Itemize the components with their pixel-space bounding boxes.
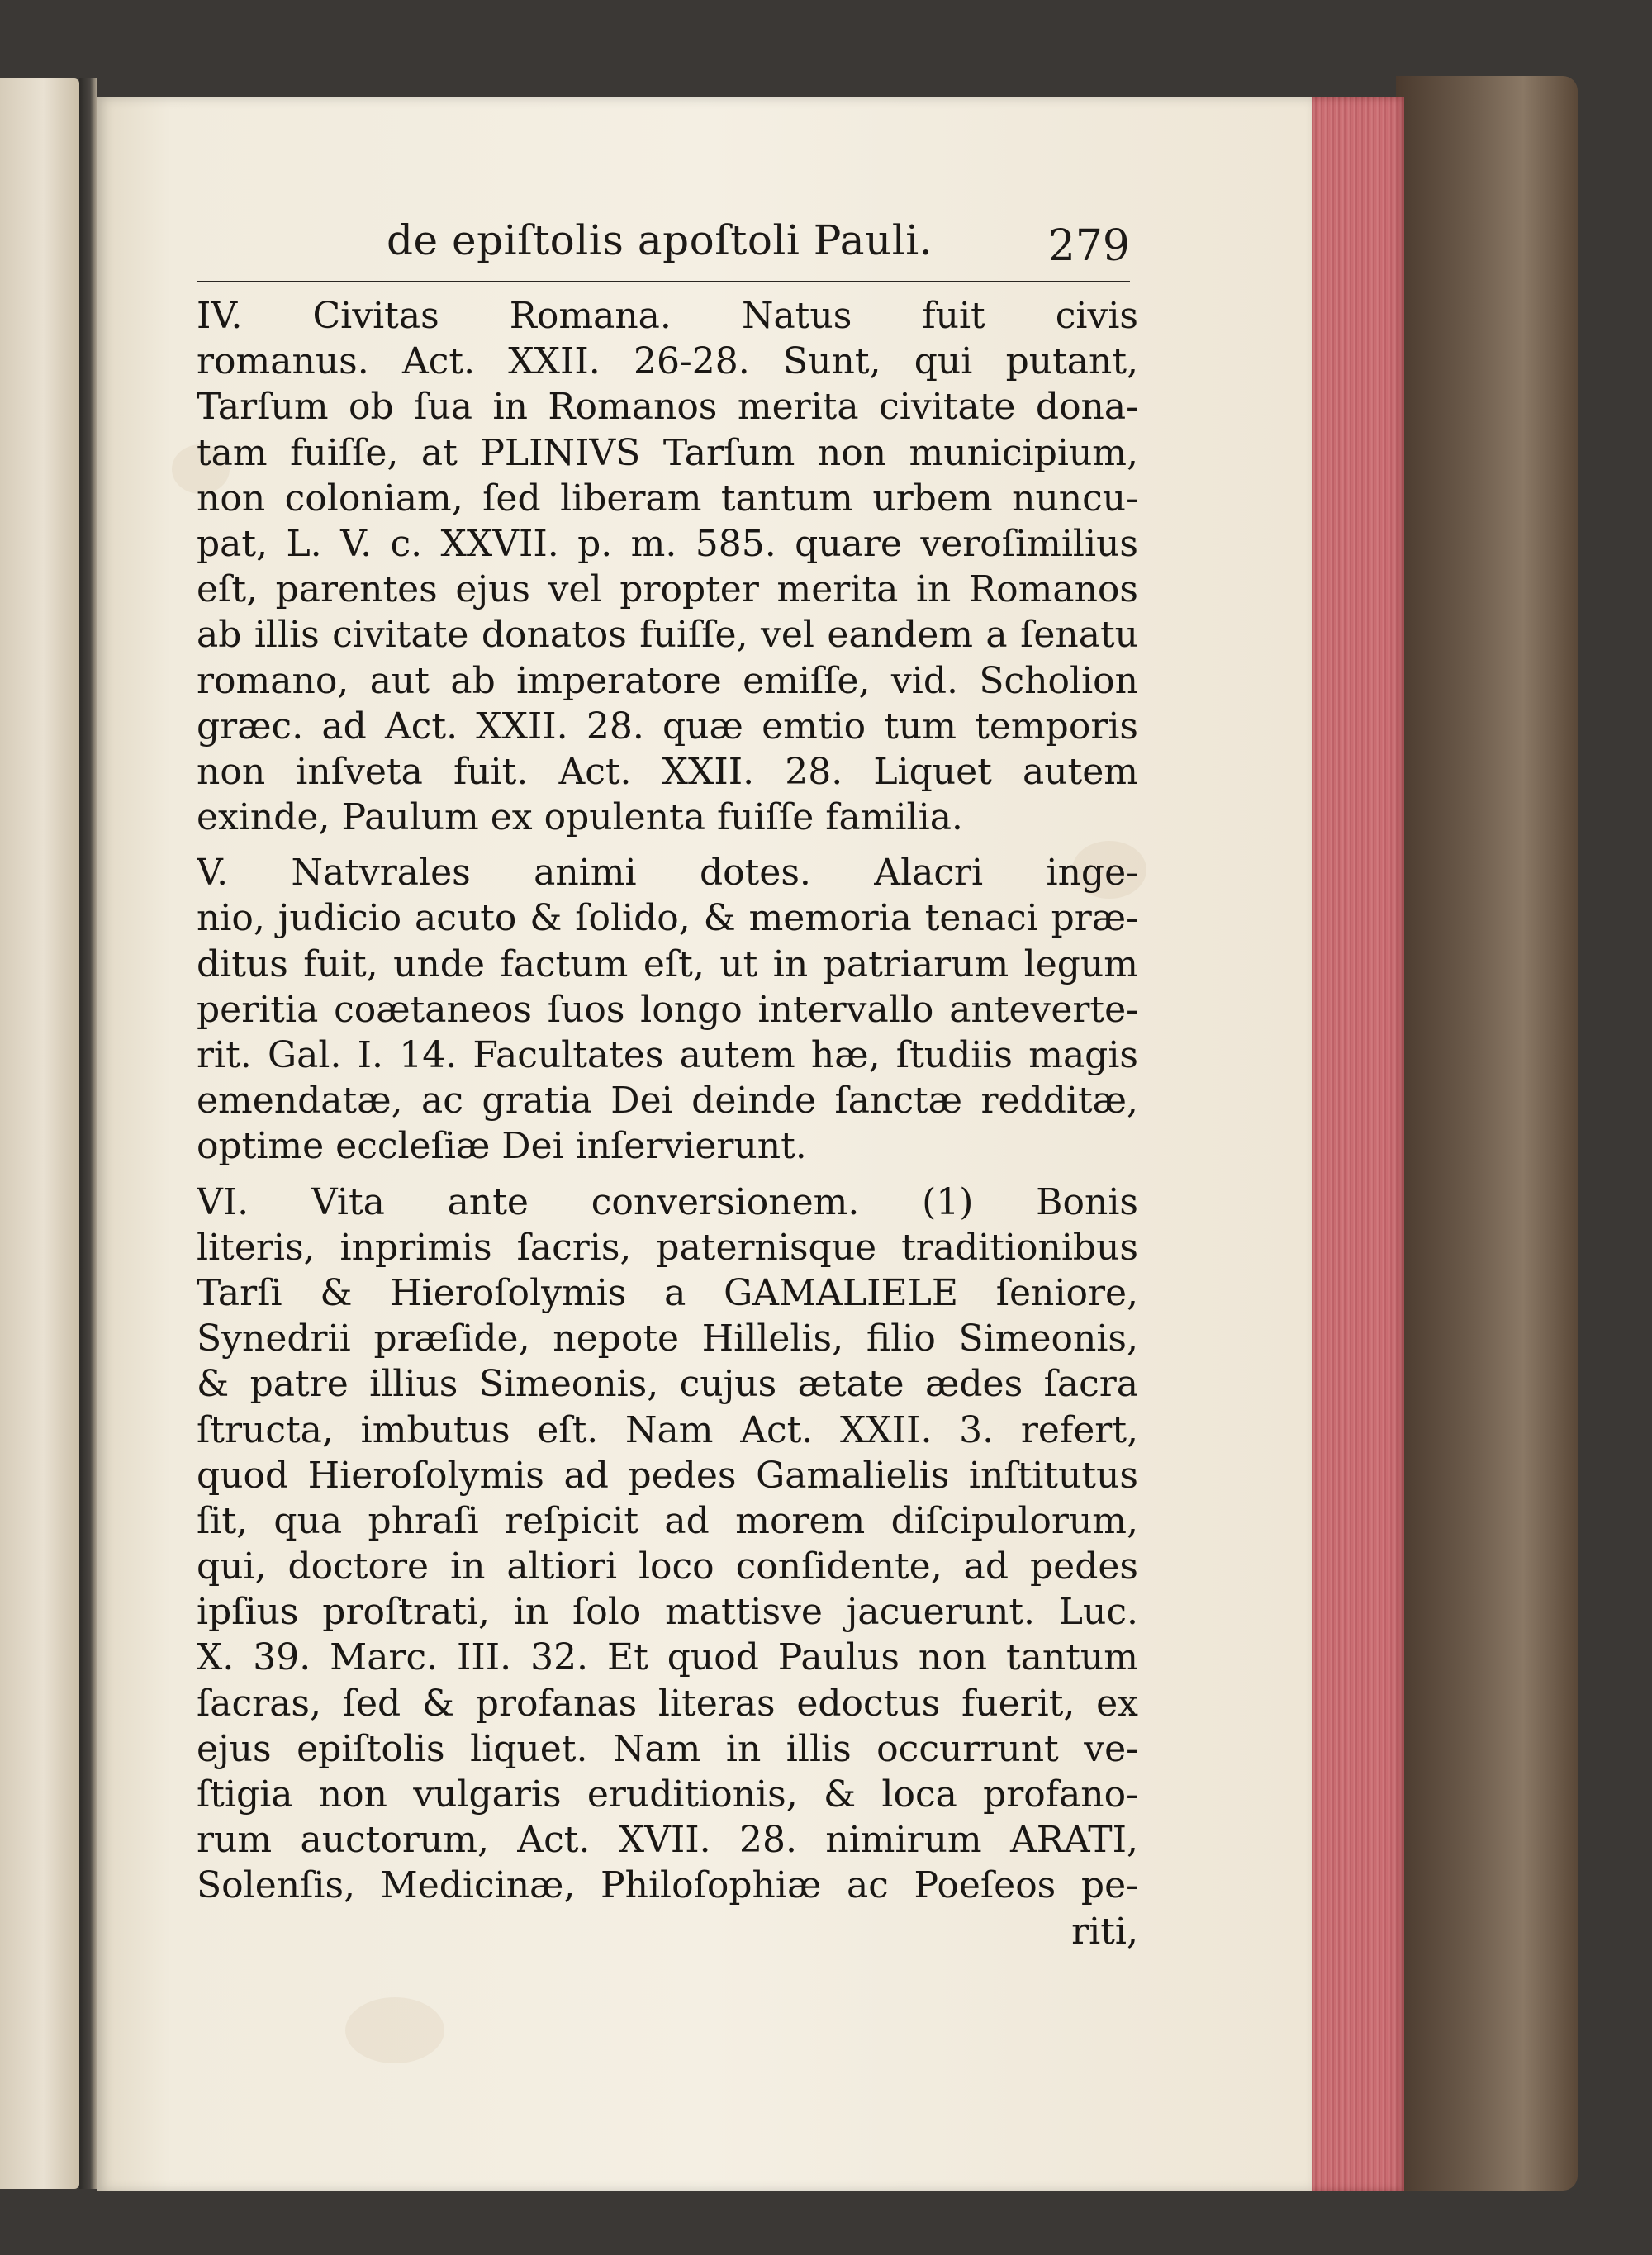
section-v	[197, 850, 1138, 1169]
text-line: ab illis civitate donatos fuiſſe, vel eandem a ſenatu	[197, 614, 1138, 657]
text-line: ſtructa, imbutus eſt. Nam Act. XXII. 3. refert,	[197, 1408, 1138, 1451]
header-rule	[197, 281, 1130, 282]
text-line: emendatæ, ac gratia Dei deinde ſanctæ redditæ,	[197, 1080, 1138, 1123]
text-line: Solenſis, Medicinæ, Philoſophiæ ac Poeſeos pe-	[197, 1864, 1138, 1907]
text-line: ditus fuit, unde factum eſt, ut in patriarum legum	[197, 942, 1138, 985]
text-line: qui, doctore in altiori loco conſidente, ad pedes	[197, 1545, 1138, 1588]
book-cover-edge	[1396, 76, 1578, 2191]
text-line: ſacras, ſed & profanas literas edoctus fuerit, ex	[197, 1682, 1138, 1725]
text-line: IV. Civitas Romana. Natus fuit civis	[197, 295, 1138, 337]
left-page-edge	[0, 78, 79, 2189]
text-line: & patre illius Simeonis, cujus ætate ædes ſacra	[197, 1363, 1138, 1406]
text-line: literis, inprimis ſacris, paternisque traditionibus	[197, 1226, 1138, 1269]
text-line: nio, judicio acuto & ſolido, & memoria tenaci præ-	[197, 897, 1138, 940]
page-number: 279	[1047, 221, 1130, 271]
text-line: exinde, Paulum ex opulenta fuiſſe familia.	[197, 796, 963, 839]
catchword: riti,	[1071, 1910, 1138, 1953]
text-line: rum auctorum, Act. XVII. 28. nimirum ARATI,	[197, 1819, 1138, 1862]
text-line: rit. Gal. I. 14. Facultates autem hæ, ſtudiis magis	[197, 1034, 1138, 1076]
text-line: ejus epiſtolis liquet. Nam in illis occurrunt ve-	[197, 1727, 1138, 1770]
text-line: non inſveta fuit. Act. XXII. 28. Liquet autem	[197, 750, 1138, 793]
text-body	[197, 293, 1138, 1954]
text-line: Tarſum ob ſua in Romanos merita civitate dona-	[197, 386, 1138, 429]
text-line: Synedrii præſide, nepote Hillelis, filio Simeonis,	[197, 1317, 1138, 1360]
text-line: romanus. Act. XXII. 26-28. Sunt, qui putant,	[197, 340, 1138, 383]
running-head	[197, 216, 1130, 282]
running-title: de epiſtolis apoſtoli Pauli.	[387, 216, 933, 264]
text-line: romano, aut ab imperatore emiſſe, vid. Scholion	[197, 659, 1138, 702]
text-line: tam fuiſſe, at PLINIVS Tarſum non municipium,	[197, 431, 1138, 474]
text-line: eſt, parentes ejus vel propter merita in Romanos	[197, 568, 1138, 611]
text-line: VI. Vita ante conversionem. (1) Bonis	[197, 1180, 1138, 1223]
book-gutter	[79, 78, 97, 2189]
section-iv	[197, 293, 1138, 840]
text-line: ſtigia non vulgaris eruditionis, & loca profano-	[197, 1773, 1138, 1816]
text-line: ipſius proſtrati, in ſolo mattisve jacuerunt. Luc.	[197, 1591, 1138, 1634]
text-line: X. 39. Marc. III. 32. Et quod Paulus non tantum	[197, 1636, 1138, 1679]
text-line: optime eccleſiæ Dei inſervierunt.	[197, 1125, 807, 1168]
text-line: peritia coætaneos ſuos longo intervallo anteverte-	[197, 988, 1138, 1031]
text-line: quod Hieroſolymis ad pedes Gamalielis inſtitutus	[197, 1454, 1138, 1497]
text-line: non coloniam, ſed liberam tantum urbem nuncu-	[197, 477, 1138, 520]
text-line: pat, L. V. c. XXVII. p. m. 585. quare veroſimilius	[197, 522, 1138, 565]
red-page-edges	[1312, 97, 1404, 2191]
text-line: græc. ad Act. XXII. 28. quæ emtio tum temporis	[197, 705, 1138, 748]
text-line: V. Natvrales animi dotes. Alacri inge-	[197, 852, 1138, 895]
section-vi	[197, 1180, 1138, 1954]
text-line: Tarſi & Hieroſolymis a GAMALIELE ſeniore,	[197, 1271, 1138, 1314]
text-line: ſit, qua phraſi reſpicit ad morem diſcipulorum,	[197, 1499, 1138, 1542]
